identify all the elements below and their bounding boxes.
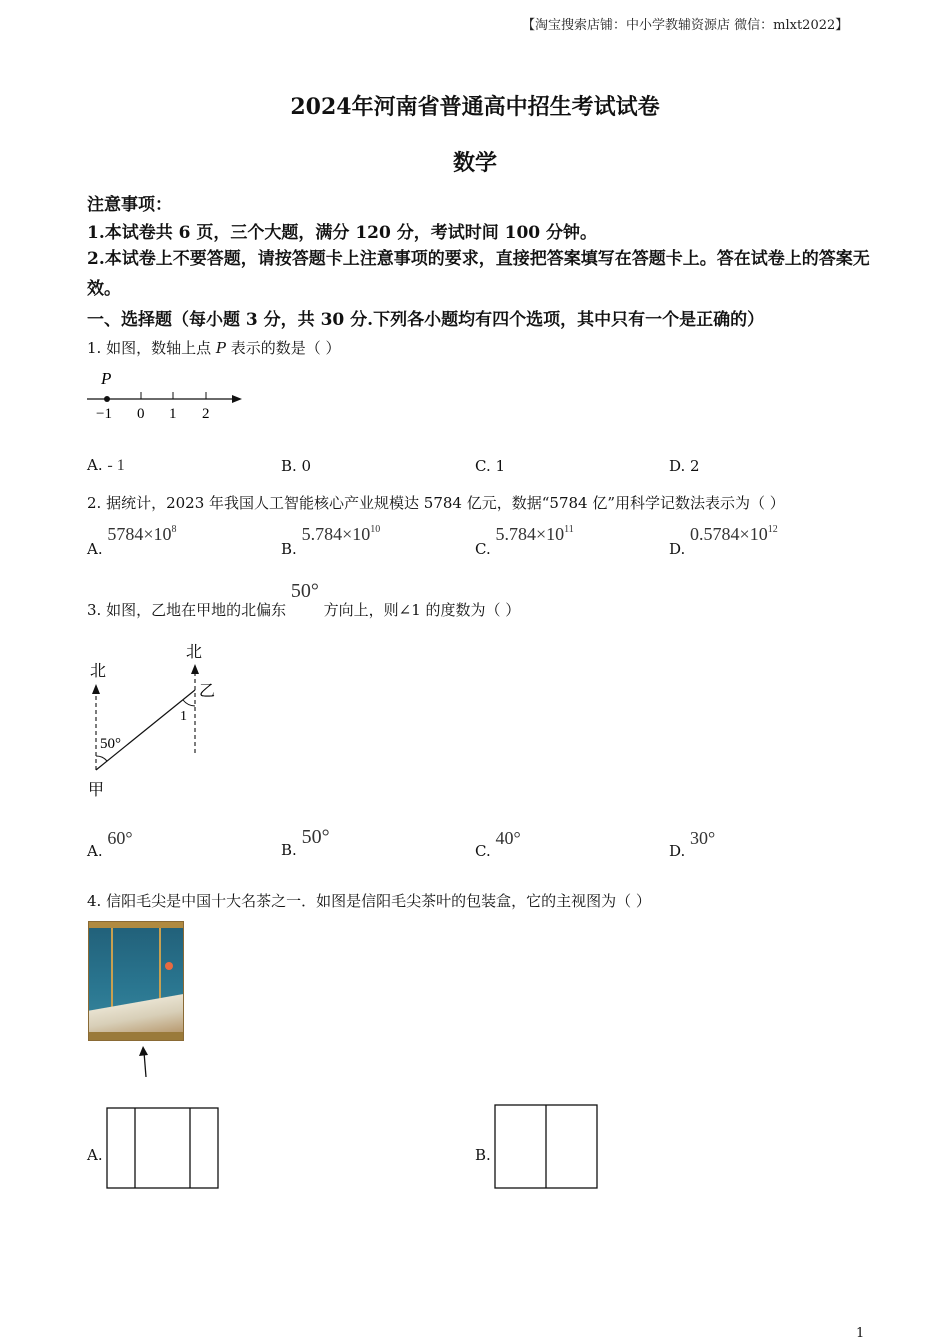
number-line-figure — [82, 365, 252, 425]
tea-box-top-band — [89, 922, 183, 928]
q3-text-b: 方向上，则∠1 的度数为（ ） — [318, 601, 521, 619]
point-p-label: P — [101, 369, 112, 388]
q3-text-a: 3. 如图，乙地在甲地的北偏东 — [87, 601, 291, 619]
section-1-heading: 一、选择题（每小题 3 分，共 30 分.下列各小题均有四个选项，其中只有一个是正确的） — [87, 310, 765, 330]
q4-option-a-label[interactable]: A. — [87, 1146, 103, 1164]
q3-angle: 50° — [290, 580, 319, 602]
q1-option-c[interactable]: C. 1 — [475, 457, 506, 475]
tea-box-bottom-band — [89, 1032, 183, 1040]
question-3 — [87, 580, 520, 620]
notice-item-2: 2.本试卷上不要答题，请按答题卡上注意事项的要求，直接把答案填写在答题卡上。答在试卷上的答案无效。 — [87, 249, 870, 299]
question-4: 4. 信阳毛尖是中国十大名茶之一．如图是信阳毛尖茶叶的包装盒，它的主视图为（ ） — [87, 892, 651, 910]
q1-text-a: 1. 如图，数轴上点 — [87, 339, 216, 357]
notice-heading: 注意事项： — [87, 195, 172, 215]
north-label-right: 北 — [186, 644, 203, 661]
q3-option-b[interactable]: B. 50° — [281, 826, 330, 859]
north-arrow-right — [191, 664, 199, 674]
page-number: 1 — [856, 1326, 865, 1341]
jia-label: 甲 — [88, 782, 105, 799]
tick-label-neg1: −1 — [96, 406, 112, 422]
tick-label-2: 2 — [202, 406, 210, 422]
q4-option-a-figure[interactable] — [106, 1107, 220, 1190]
question-1 — [87, 337, 341, 358]
tea-box-photo — [88, 921, 184, 1041]
axis-arrow-head — [232, 395, 242, 403]
notice-item-1: 1.本试卷共 6 页，三个大题，满分 120 分，考试时间 100 分钟。 — [87, 223, 598, 243]
q1-option-a[interactable]: A. - 1 — [87, 456, 125, 474]
angle-arc-1 — [183, 700, 195, 706]
q1-text-b: 表示的数是（ ） — [225, 339, 341, 357]
q2-option-a[interactable]: A. $5784\times 10^8$ — [87, 524, 177, 558]
q3-option-c[interactable]: C. 40° — [475, 828, 521, 860]
tick-label-1: 1 — [169, 406, 177, 422]
north-label-left: 北 — [90, 663, 107, 680]
q4-option-b-label[interactable]: B. — [475, 1146, 491, 1164]
q4-option-b-figure[interactable] — [494, 1104, 599, 1190]
q3-option-a[interactable]: A. 60° — [87, 828, 133, 860]
north-arrow-left — [92, 684, 100, 694]
direction-figure — [82, 640, 232, 805]
q1-option-b[interactable]: B. 0 — [281, 457, 312, 475]
point-p-dot — [104, 396, 110, 402]
tick-label-0: 0 — [137, 406, 145, 422]
q2-option-d[interactable]: D. $0.5784\times 10^{12}$ — [669, 524, 778, 558]
angle-mark-1: 1 — [180, 709, 187, 724]
question-2: 2. 据统计，2023 年我国人工智能核心产业规模达 5784 亿元，数据“5784 亿”用科学记数法表示为（ ） — [87, 494, 785, 512]
view-direction-arrow-icon — [135, 1044, 155, 1080]
jia-yi-segment — [96, 690, 195, 770]
yi-label: 乙 — [199, 683, 216, 700]
tea-box-sun — [165, 962, 173, 970]
q1-option-d[interactable]: D. 2 — [669, 457, 700, 475]
q2-option-b[interactable]: B. $5.784\times 10^{10}$ — [281, 524, 381, 558]
header-note: 【淘宝搜索店铺：中小学教辅资源店 微信：mlxt2022】 — [522, 18, 849, 33]
q3-option-d[interactable]: D. 30° — [669, 828, 716, 860]
q2-option-c[interactable]: C. $5.784\times 10^{11}$ — [475, 524, 574, 558]
exam-title: 2024年河南省普通高中招生考试试卷 — [290, 94, 660, 120]
exam-subject: 数学 — [452, 150, 497, 176]
tea-box-mountains — [89, 994, 183, 1032]
q1-var: P — [215, 339, 226, 357]
angle-label-50: 50° — [100, 736, 121, 752]
angle-arc-50 — [96, 756, 107, 761]
